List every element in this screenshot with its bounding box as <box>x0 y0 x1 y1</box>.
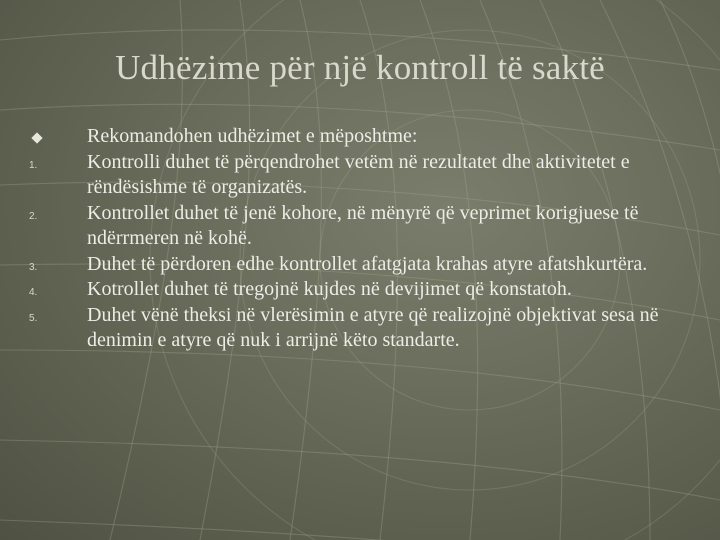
list-item-text: Kotrollet duhet të tregojnë kujdes në devijimet që konstatoh. <box>87 278 572 300</box>
list-item-text: Duhet vënë theksi në vlerësimin e atyre që realizojnë objektivat sesa në denimin e atyre që nuk i arrijnë këto standarte. <box>87 303 659 351</box>
list-item <box>0 150 720 201</box>
list-item-text: Kontrollet duhet të jenë kohore, në mënyrë që veprimet korigjuese të ndërrmeren në kohë. <box>87 201 639 249</box>
diamond-bullet-icon <box>0 124 66 150</box>
list-item <box>0 277 720 303</box>
list-item-text: Rekomandohen udhëzimet e mëposhtme: <box>87 125 418 147</box>
list-item-number: 3. <box>29 261 38 273</box>
list-item-text: Duhet të përdoren edhe kontrollet afatgjata krahas atyre afatshkurtëra. <box>87 252 648 275</box>
list-item <box>0 252 720 278</box>
list-item <box>0 124 720 150</box>
list-item-number: 2. <box>29 210 38 222</box>
bullet-list <box>0 124 720 354</box>
slide-title: Udhëzime për një kontroll të saktë <box>115 48 605 87</box>
list-item-number: 1. <box>29 159 38 171</box>
list-item-number: 5. <box>29 312 38 324</box>
list-item <box>0 201 720 252</box>
list-item-number: 4. <box>29 287 38 298</box>
list-item <box>0 303 720 354</box>
list-item-text: Kontrolli duhet të përqendrohet vetëm në rezultatet dhe aktivitetet e rëndësishme të organizatës. <box>87 150 630 198</box>
